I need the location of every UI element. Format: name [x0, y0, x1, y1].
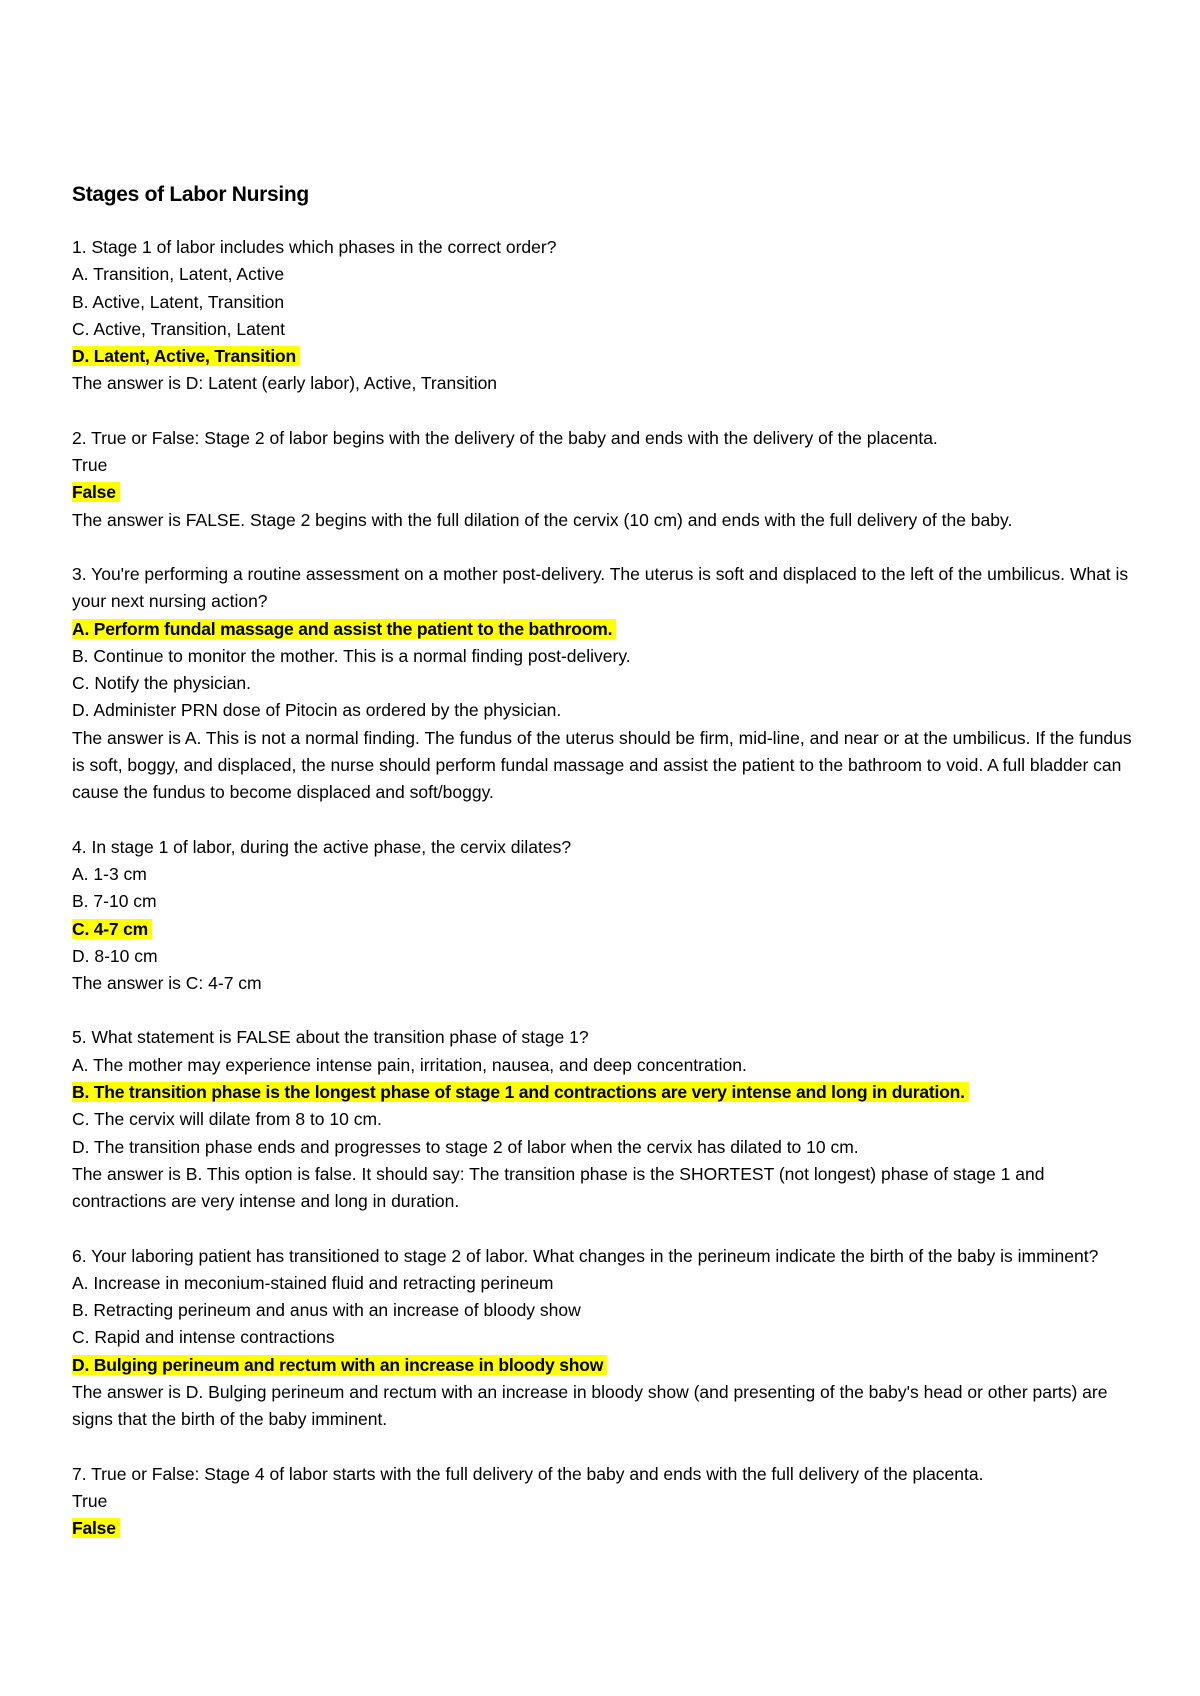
correct-answer-option [72, 479, 1142, 506]
answer-option: True [72, 1490, 108, 1511]
correct-answer-option [72, 616, 1142, 643]
question-text: 4. In stage 1 of labor, during the active phase, the cervix dilates? [72, 836, 572, 857]
question-text: 3. You're performing a routine assessment on a mother post-delivery. The uterus is soft and displaced to the left of the umbilicus. What is your next nursing action? [72, 563, 1129, 612]
answer-explanation: The answer is D. Bulging perineum and rectum with an increase in bloody show (and presenting of the baby's head or other parts) are signs that the birth of the baby imminent. [72, 1381, 1108, 1430]
correct-answer-option [72, 343, 1142, 370]
answer-option: A. Transition, Latent, Active [72, 264, 285, 285]
answer-option: A. The mother may experience intense pain, irritation, nausea, and deep concentration. [72, 1054, 747, 1075]
correct-answer-option [72, 1079, 1142, 1106]
answer-option: B. Continue to monitor the mother. This is a normal finding post-delivery. [72, 645, 631, 666]
answer-explanation: The answer is C: 4-7 cm [72, 973, 262, 994]
document-title: Stages of Labor Nursing [72, 183, 309, 206]
correct-answer-option [72, 916, 1142, 943]
answer-explanation: The answer is FALSE. Stage 2 begins with the full dilation of the cervix (10 cm) and ends with the full delivery of the baby. [72, 509, 1013, 530]
question-text: 7. True or False: Stage 4 of labor starts with the full delivery of the baby and ends with the full delivery of the placenta. [72, 1463, 984, 1484]
answer-option: B. 7-10 cm [72, 891, 157, 912]
answer-explanation: The answer is D: Latent (early labor), Active, Transition [72, 373, 498, 394]
answer-option: A. Increase in meconium-stained fluid and retracting perineum [72, 1272, 554, 1293]
question-block [72, 425, 1142, 534]
answer-option: C. Rapid and intense contractions [72, 1327, 335, 1348]
question-text: 5. What statement is FALSE about the transition phase of stage 1? [72, 1027, 589, 1048]
question-text: 2. True or False: Stage 2 of labor begins with the delivery of the baby and ends with the delivery of the placenta. [72, 427, 938, 448]
answer-highlight: D. Bulging perineum and rectum with an increase in bloody show [72, 1355, 607, 1375]
question-block [72, 234, 1142, 398]
answer-option: D. Administer PRN dose of Pitocin as ordered by the physician. [72, 700, 562, 721]
answer-option: True [72, 455, 108, 476]
answer-highlight: D. Latent, Active, Transition [72, 346, 300, 366]
question-block [72, 1243, 1142, 1434]
correct-answer-option [72, 1352, 1142, 1379]
answer-highlight: False [72, 482, 120, 502]
answer-highlight: False [72, 1518, 120, 1538]
answer-option: C. Notify the physician. [72, 673, 251, 694]
answer-option: C. The cervix will dilate from 8 to 10 cm. [72, 1109, 382, 1130]
answer-highlight: C. 4-7 cm [72, 919, 152, 939]
question-block [72, 834, 1142, 998]
answer-explanation: The answer is B. This option is false. It should say: The transition phase is the SHORTEST (not longest) phase of stage 1 and contractions are very intense and long in duration. [72, 1163, 1045, 1212]
answer-highlight: B. The transition phase is the longest phase of stage 1 and contractions are very intense and long in duration. [72, 1082, 969, 1102]
answer-option: B. Active, Latent, Transition [72, 291, 285, 312]
question-text: 6. Your laboring patient has transitioned to stage 2 of labor. What changes in the perineum indicate the birth of the baby is imminent? [72, 1245, 1099, 1266]
answer-option: B. Retracting perineum and anus with an increase of bloody show [72, 1300, 581, 1321]
question-text: 1. Stage 1 of labor includes which phases in the correct order? [72, 237, 557, 257]
answer-option: A. 1-3 cm [72, 863, 147, 884]
answer-highlight: A. Perform fundal massage and assist the patient to the bathroom. [72, 619, 616, 639]
answer-option: D. 8-10 cm [72, 945, 158, 966]
question-block [72, 1024, 1142, 1215]
question-block [72, 1461, 1142, 1543]
document-body [72, 180, 1142, 1569]
question-block [72, 561, 1142, 807]
answer-option: C. Active, Transition, Latent [72, 318, 286, 339]
correct-answer-option [72, 1515, 1142, 1542]
answer-option: D. The transition phase ends and progresses to stage 2 of labor when the cervix has dilated to 10 cm. [72, 1136, 859, 1157]
answer-explanation: The answer is A. This is not a normal finding. The fundus of the uterus should be firm, mid-line, and near or at the umbilicus. If the fundus is soft, boggy, and displaced, the nurse should perform fundal massage and assist the patient to the bathroom to void. A full bladder can cause the fundus to become displaced and soft/boggy. [72, 727, 1132, 803]
